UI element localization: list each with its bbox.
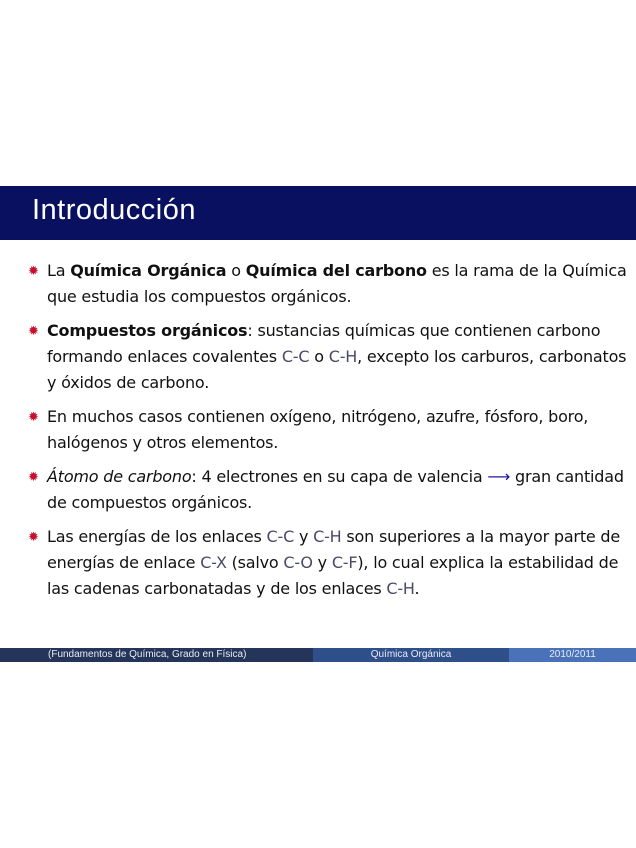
text-segment: . — [414, 579, 420, 598]
text-segment: , excepto los carburos, carbonatos y óxidos de carbono. — [47, 347, 627, 392]
text-segment: es la rama de la Química que estudia los compuestos orgánicos. — [47, 261, 627, 306]
text-segment: La — [47, 261, 71, 280]
bond-cc: C-C — [281, 347, 310, 366]
text-segment: : sustancias químicas que contienen carbono formando enlaces covalentes — [47, 321, 601, 366]
bond-cf: C-F — [331, 553, 358, 572]
text-segment: o — [226, 261, 246, 280]
slide-title-bar — [0, 186, 636, 240]
slide-footer — [0, 648, 636, 662]
footer-year: 2010/2011 — [509, 648, 636, 662]
bond-cc: C-C — [266, 527, 295, 546]
text-segment: ), lo cual explica la estabilidad de las cadenas carbonatadas y de los enlaces — [47, 553, 619, 598]
bond-ch: C-H — [386, 579, 415, 598]
text-segment: : 4 electrones en su capa de valencia — [191, 467, 488, 486]
bullet-item-1 — [28, 258, 628, 310]
footer-course — [0, 648, 313, 662]
term-quimica-organica: Química Orgánica — [70, 261, 227, 280]
term-atomo-de-carbono: Átomo de carbono — [47, 467, 192, 486]
bullet-item-2 — [28, 318, 628, 396]
footer-course-label: (Fundamentos de Química, Grado en Física) — [48, 649, 247, 660]
bond-ch: C-H — [313, 527, 342, 546]
bond-cx: C-X — [200, 553, 227, 572]
bullet-icon: ✹ — [28, 264, 39, 279]
text-segment: En muchos casos contienen oxígeno, nitrógeno, azufre, fósforo, boro, halógenos y otros elementos. — [47, 407, 589, 452]
text-segment: gran cantidad de compuestos orgánicos. — [47, 467, 624, 512]
bullet-icon: ✹ — [28, 530, 39, 545]
bond-co: C-O — [283, 553, 313, 572]
bullet-item-4 — [28, 464, 628, 516]
term-quimica-del-carbono: Química del carbono — [245, 261, 427, 280]
slide-title: Introducción — [32, 194, 196, 226]
bullet-icon: ✹ — [28, 324, 39, 339]
text-segment: y — [312, 553, 332, 572]
text-segment: (salvo — [226, 553, 284, 572]
term-compuestos-organicos: Compuestos orgánicos — [47, 321, 248, 340]
text-segment: son superiores a la mayor parte de energías de enlace — [47, 527, 621, 572]
text-segment: y — [294, 527, 314, 546]
bullet-item-3 — [28, 404, 628, 456]
bullet-list — [28, 258, 628, 610]
right-arrow-icon: ⟶ — [487, 467, 511, 486]
text-segment: Las energías de los enlaces — [47, 527, 267, 546]
bullet-item-5 — [28, 524, 628, 602]
footer-topic: Química Orgánica — [313, 648, 509, 662]
bond-ch: C-H — [328, 347, 358, 366]
bullet-icon: ✹ — [28, 410, 39, 425]
text-segment: o — [309, 347, 329, 366]
bullet-icon: ✹ — [28, 470, 39, 485]
